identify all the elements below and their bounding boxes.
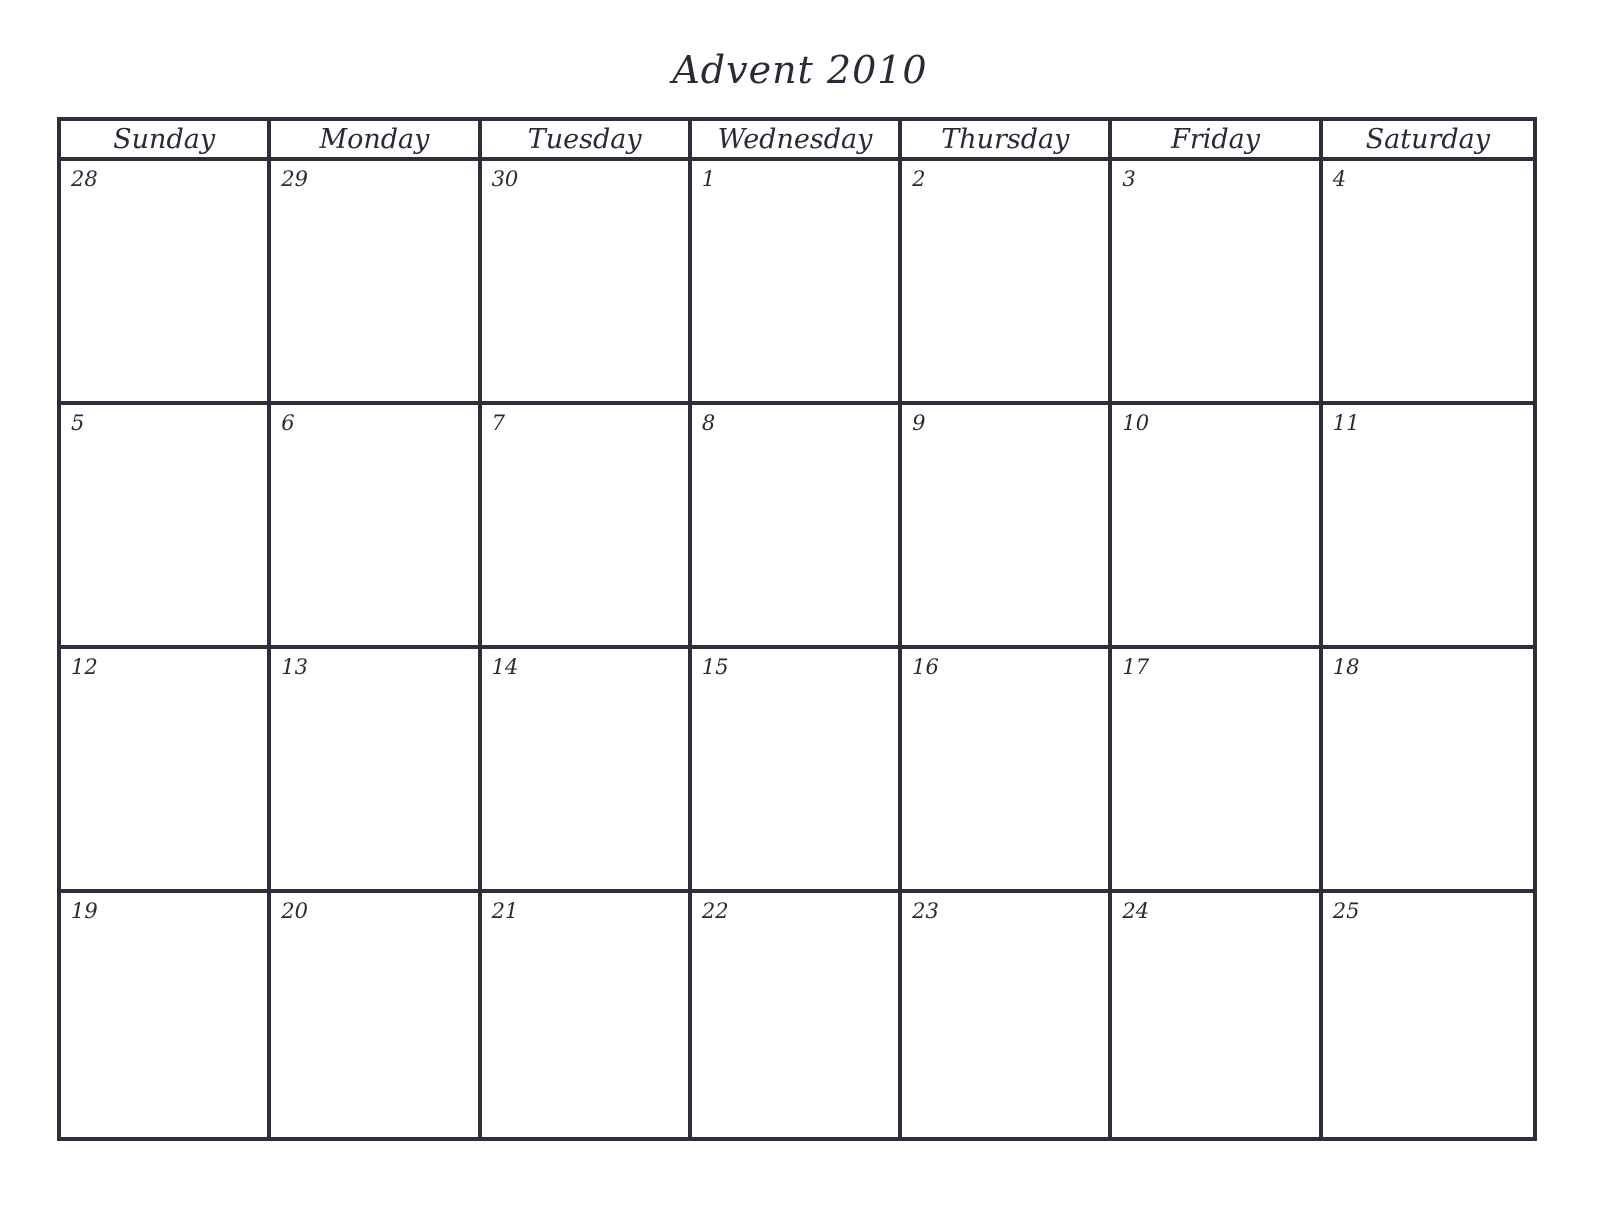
day-number: 30 <box>491 167 519 191</box>
day-number: 17 <box>1122 655 1150 679</box>
day-cell <box>482 405 692 649</box>
weekday-header-saturday: Saturday <box>1323 121 1533 161</box>
day-number: 16 <box>912 655 939 679</box>
calendar-title: Advent 2010 <box>672 48 928 92</box>
day-cell <box>1323 649 1533 893</box>
day-cell <box>271 405 481 649</box>
day-number: 24 <box>1122 899 1150 923</box>
day-number: 25 <box>1332 899 1360 923</box>
weekday-header-wednesday: Wednesday <box>692 121 902 161</box>
day-number: 8 <box>701 411 716 435</box>
day-number: 6 <box>281 411 295 435</box>
day-cell <box>1323 161 1533 405</box>
day-cell <box>61 405 271 649</box>
day-cell <box>1112 161 1322 405</box>
day-cell <box>271 649 481 893</box>
weekday-header-tuesday: Tuesday <box>482 121 692 161</box>
day-number: 5 <box>71 411 85 435</box>
day-number: 13 <box>281 655 309 679</box>
day-number: 4 <box>1332 167 1347 191</box>
weekday-header-friday: Friday <box>1112 121 1322 161</box>
day-number: 28 <box>71 167 98 191</box>
day-number: 19 <box>71 899 98 923</box>
day-number: 2 <box>912 167 926 191</box>
day-number: 21 <box>491 899 519 923</box>
day-cell <box>692 161 902 405</box>
day-number: 7 <box>491 411 505 435</box>
day-number: 9 <box>912 411 926 435</box>
day-cell <box>902 161 1112 405</box>
day-cell <box>902 649 1112 893</box>
day-cell <box>61 893 271 1137</box>
day-number: 18 <box>1332 655 1360 679</box>
day-number: 23 <box>912 899 939 923</box>
day-number: 14 <box>491 655 519 679</box>
day-cell <box>271 161 481 405</box>
day-number: 3 <box>1122 167 1136 191</box>
day-number: 20 <box>281 899 309 923</box>
day-cell <box>1323 405 1533 649</box>
day-cell <box>61 161 271 405</box>
day-number: 1 <box>701 167 716 191</box>
day-cell <box>61 649 271 893</box>
day-cell <box>902 405 1112 649</box>
day-cell <box>482 893 692 1137</box>
day-cell <box>271 893 481 1137</box>
weekday-header-thursday: Thursday <box>902 121 1112 161</box>
day-number: 15 <box>701 655 729 679</box>
day-number: 12 <box>71 655 98 679</box>
weekday-header-sunday: Sunday <box>61 121 271 161</box>
day-cell <box>1112 405 1322 649</box>
day-cell <box>692 893 902 1137</box>
day-cell <box>902 893 1112 1137</box>
day-cell <box>692 649 902 893</box>
calendar-grid <box>57 117 1537 1141</box>
day-number: 22 <box>701 899 729 923</box>
day-number: 29 <box>281 167 309 191</box>
day-cell <box>482 161 692 405</box>
day-cell <box>1323 893 1533 1137</box>
day-cell <box>1112 893 1322 1137</box>
day-number: 11 <box>1332 411 1360 435</box>
day-cell <box>1112 649 1322 893</box>
day-cell <box>692 405 902 649</box>
weekday-header-monday: Monday <box>271 121 481 161</box>
day-cell <box>482 649 692 893</box>
day-number: 10 <box>1122 411 1150 435</box>
